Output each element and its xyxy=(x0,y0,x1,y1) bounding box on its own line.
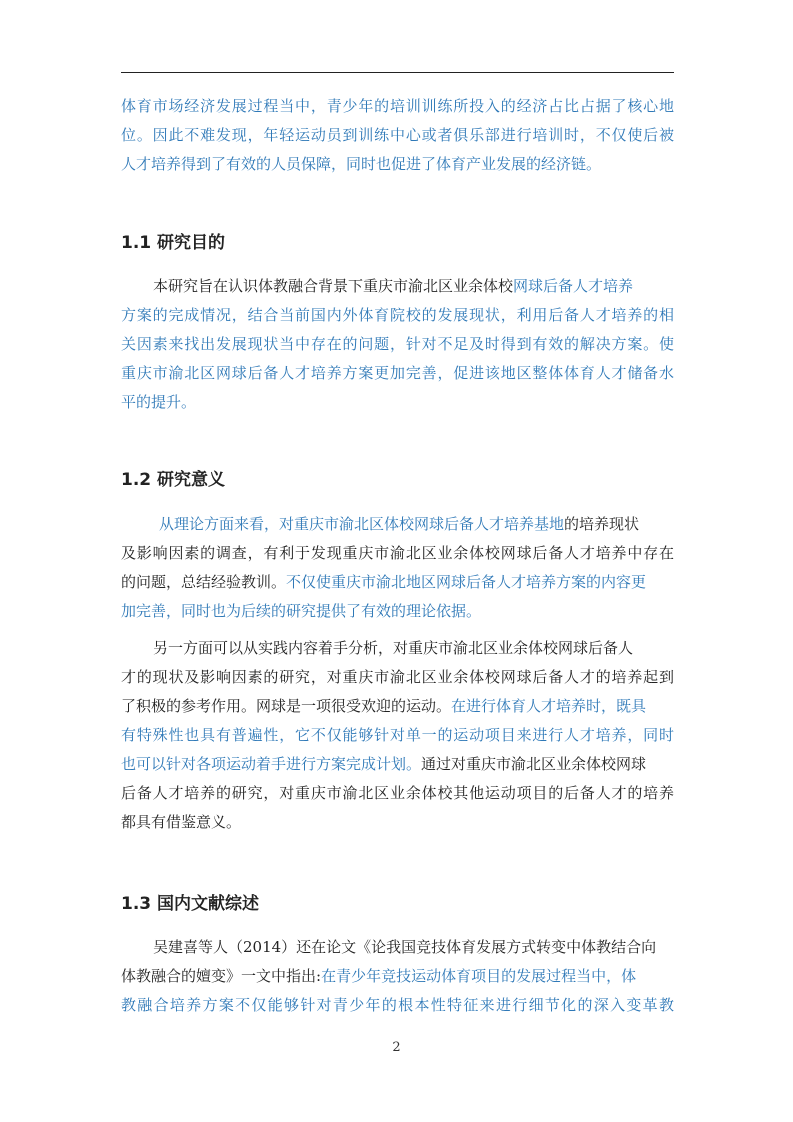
text-line: 吴建喜等人（2014）还在论文《论我国竞技体育发展方式转变中体教结合向 xyxy=(153,938,657,956)
text-line: 位。因此不难发现，年轻运动员到训练中心或者俱乐部进行培训时，不仅使后被 xyxy=(121,126,674,144)
text-line: 体育市场经济发展过程当中，青少年的培训训练所投入的经济占比占据了核心地 xyxy=(121,97,674,115)
section-1-2-paragraph-2 xyxy=(121,634,674,837)
text-line: 才的现状及影响因素的研究，对重庆市渝北区业余体校网球后备人才的培养起到 xyxy=(121,668,674,686)
text-line: 后备人才培养的研究，对重庆市渝北区业余体校其他运动项目的后备人才的培养 xyxy=(121,784,674,802)
section-1-3-paragraph xyxy=(121,933,674,1020)
text-line: 有特殊性也具有普遍性，它不仅能够针对单一的运动项目来进行人才培养，同时 xyxy=(121,726,674,744)
section-1-2-paragraph-1 xyxy=(121,510,674,626)
text-line: 从理论方面来看，对重庆市渝北区体校网球后备人才培养基地的培养现状 xyxy=(159,515,640,533)
text-line: 都具有借鉴意义。 xyxy=(121,813,242,831)
text-line: 方案的完成情况，结合当前国内外体育院校的发展现状，利用后备人才培养的相 xyxy=(121,306,674,324)
text-line: 平的提升。 xyxy=(121,393,197,411)
text-line: 另一方面可以从实践内容着手分析，对重庆市渝北区业余体校网球后备人 xyxy=(153,639,634,657)
text-line: 了积极的参考作用。网球是一项很受欢迎的运动。在进行体育人才培养时，既具 xyxy=(121,697,647,715)
section-1-1-paragraph xyxy=(121,272,674,417)
header-rule xyxy=(121,72,674,73)
section-heading-1-1: 1.1 研究目的 xyxy=(121,233,226,253)
intro-paragraph xyxy=(121,92,674,179)
text-line: 的问题，总结经验教训。不仅使重庆市渝北地区网球后备人才培养方案的内容更 xyxy=(121,573,647,591)
section-heading-1-3: 1.3 国内文献综述 xyxy=(121,894,260,914)
text-line: 本研究旨在认识体教融合背景下重庆市渝北区业余体校网球后备人才培养 xyxy=(153,277,634,295)
section-heading-1-2: 1.2 研究意义 xyxy=(121,470,226,490)
text-line: 教融合培养方案不仅能够针对青少年的根本性特征来进行细节化的深入变革教 xyxy=(121,996,674,1014)
text-line: 体教融合的嬗变》一文中指出:在青少年竞技运动体育项目的发展过程当中，体 xyxy=(121,967,637,985)
text-line: 人才培养得到了有效的人员保障，同时也促进了体育产业发展的经济链。 xyxy=(121,155,602,173)
text-line: 及影响因素的调查，有利于发现重庆市渝北区业余体校网球后备人才培养中存在 xyxy=(121,544,674,562)
text-line: 也可以针对各项运动着手进行方案完成计划。通过对重庆市渝北区业余体校网球 xyxy=(121,755,647,773)
text-line: 重庆市渝北区网球后备人才培养方案更加完善，促进该地区整体体育人才储备水 xyxy=(121,364,674,382)
page-number: 2 xyxy=(392,1040,401,1055)
text-line: 加完善，同时也为后续的研究提供了有效的理论依据。 xyxy=(121,602,482,620)
text-line: 关因素来找出发展现状当中存在的问题，针对不足及时得到有效的解决方案。使 xyxy=(121,335,674,353)
